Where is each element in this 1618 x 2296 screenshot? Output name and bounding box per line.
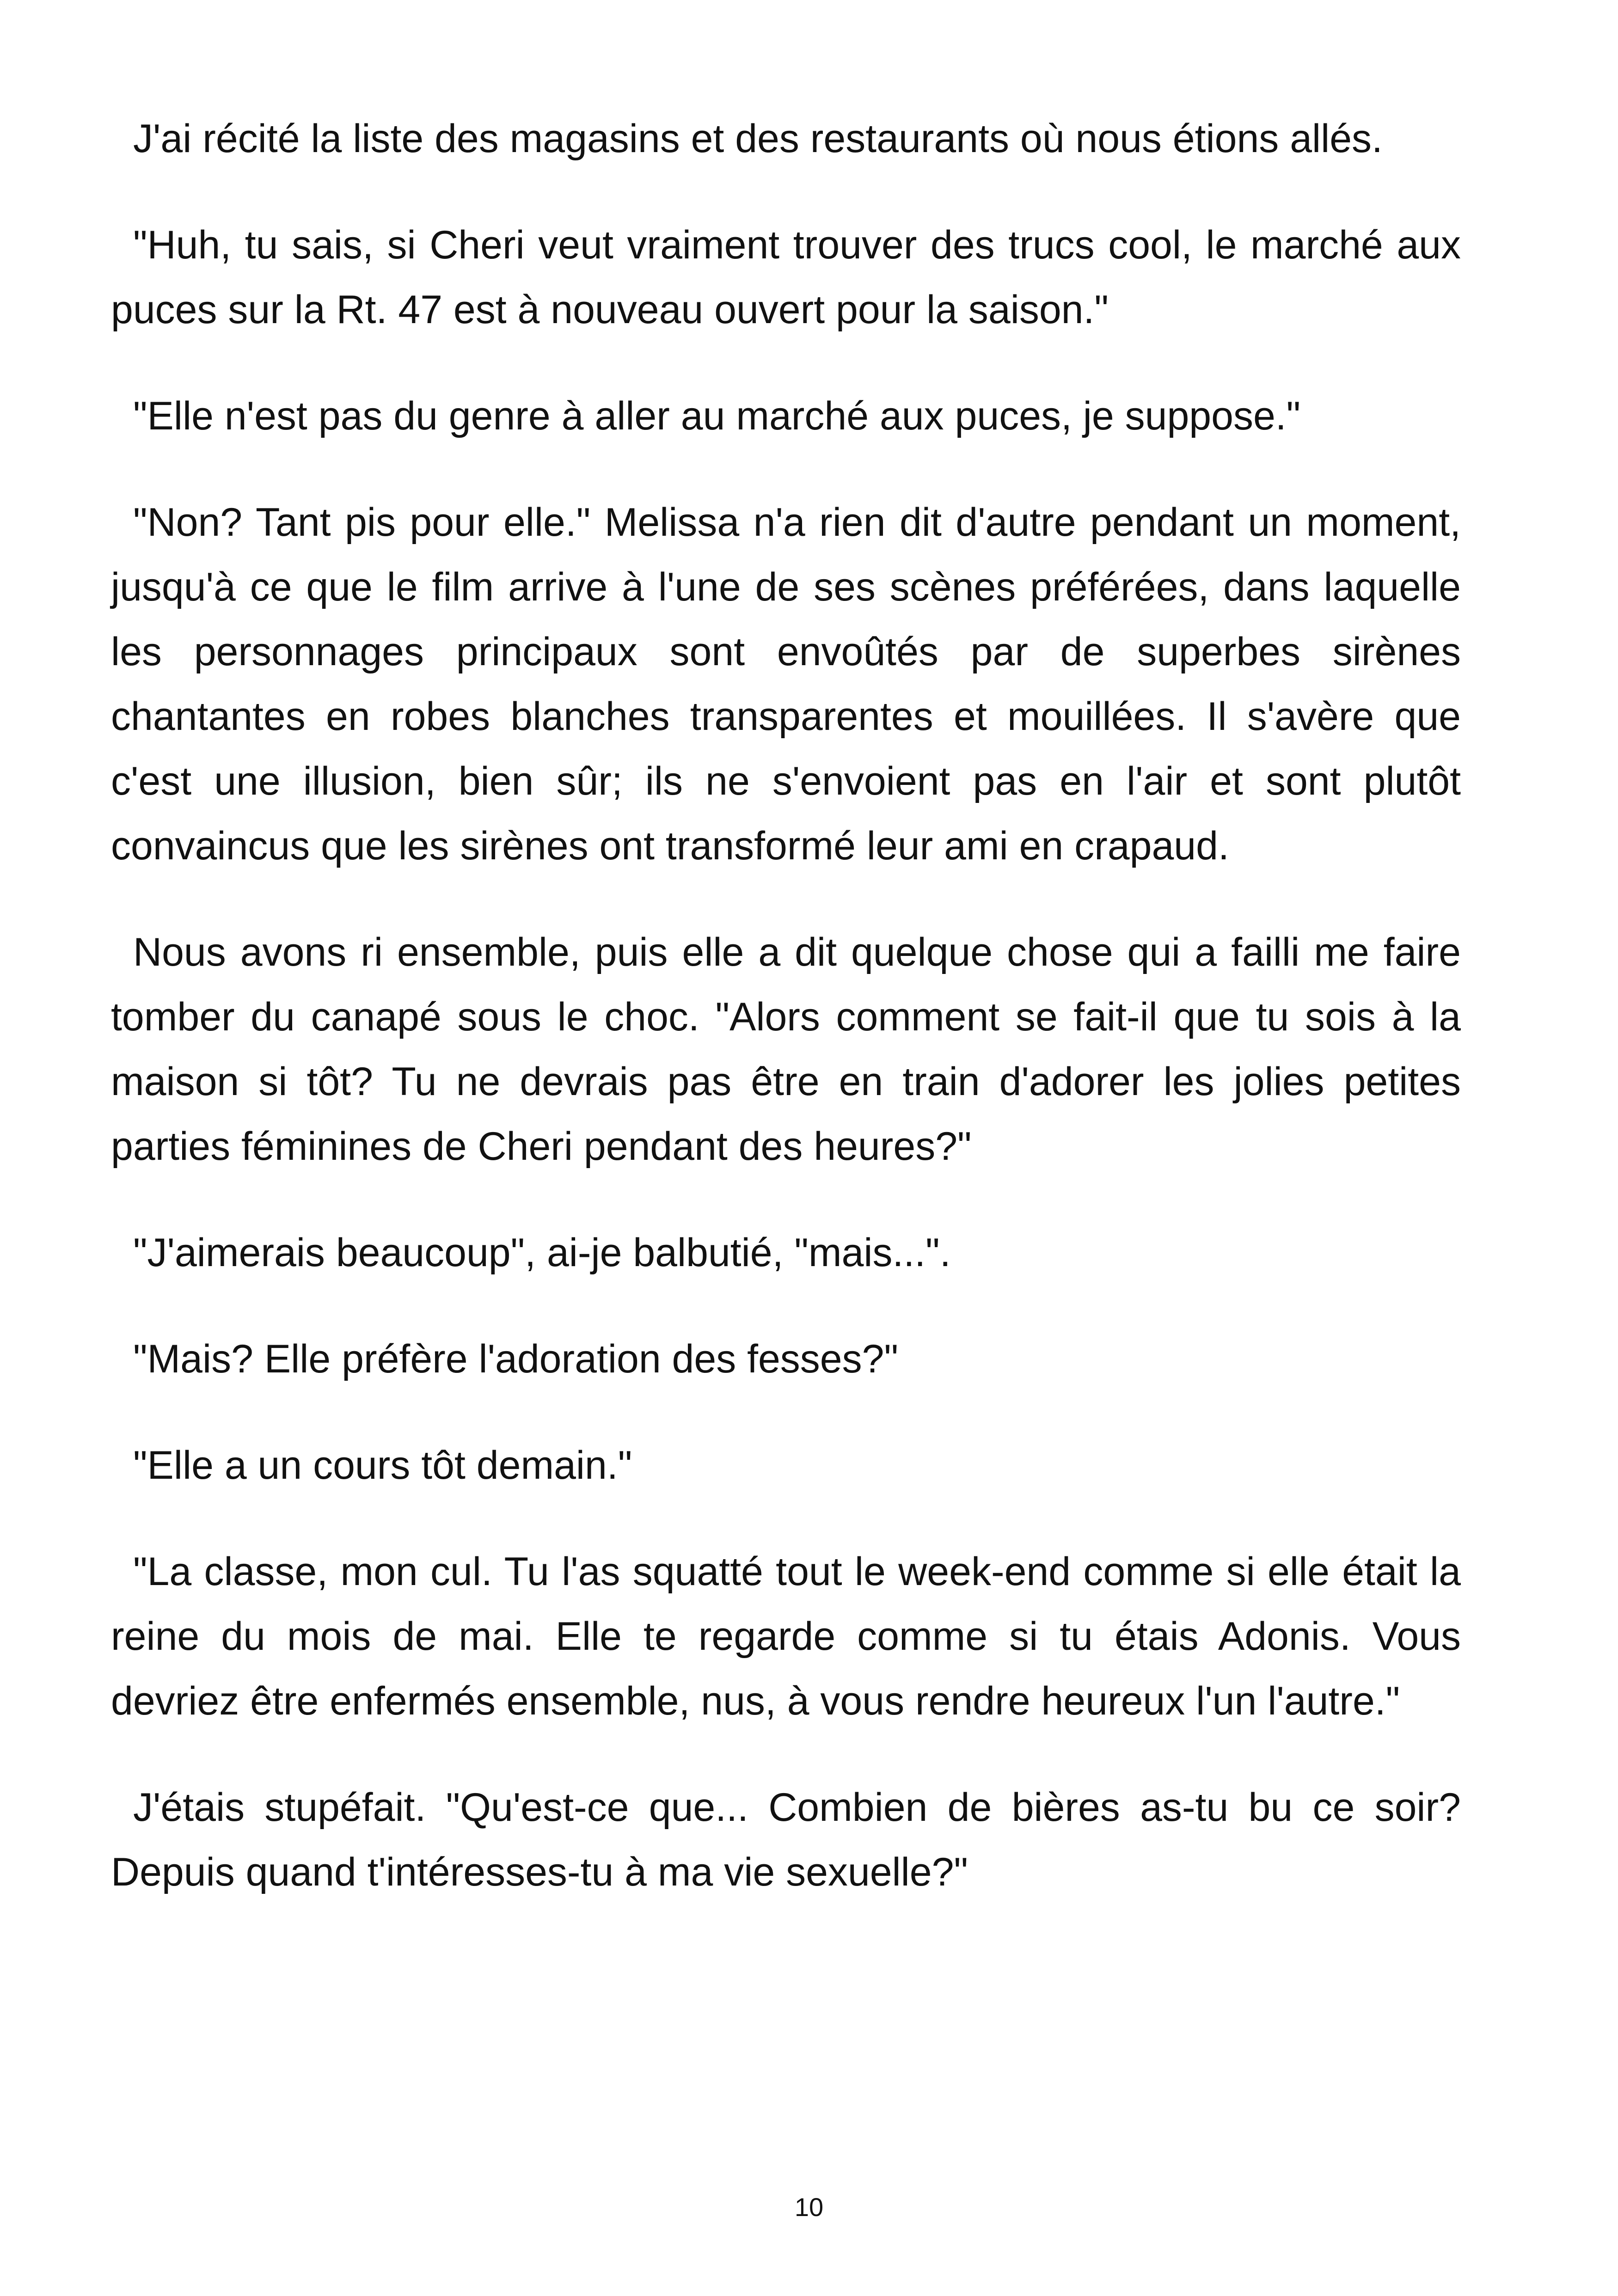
page-body-text [111,106,1461,1946]
paragraph: "Non? Tant pis pour elle." Melissa n'a rien dit d'autre pendant un moment, jusqu'à ce que le film arrive à l'une de ses scènes préférées, dans laquelle les personnages principaux sont envoûtés par de superbes sirènes chantantes en robes blanches transparentes et mouillées. Il s'avère que c'est une illusion, bien sûr; ils ne s'envoient pas en l'air et sont plutôt convaincus que les sirènes ont transformé leur ami en crapaud. [111,500,1461,868]
paragraph: "Huh, tu sais, si Cheri veut vraiment trouver des trucs cool, le marché aux puces sur la Rt. 47 est à nouveau ouvert pour la saison." [111,223,1461,332]
paragraph: "La classe, mon cul. Tu l'as squatté tout le week-end comme si elle était la reine du mois de mai. Elle te regarde comme si tu étais Adonis. Vous devriez être enfermés ensemble, nus, à vous rendre heureux l'un l'autre." [111,1549,1461,1723]
paragraph: "Mais? Elle préfère l'adoration des fesses?" [133,1337,898,1381]
paragraph: J'étais stupéfait. "Qu'est-ce que... Combien de bières as-tu bu ce soir? Depuis quand t'intéresses-tu à ma vie sexuelle?" [111,1785,1461,1894]
paragraph: "J'aimerais beaucoup", ai-je balbutié, "mais...". [133,1231,951,1275]
paragraph: "Elle n'est pas du genre à aller au marché aux puces, je suppose." [133,394,1301,438]
paragraph: J'ai récité la liste des magasins et des restaurants où nous étions allés. [133,116,1383,161]
paragraph: Nous avons ri ensemble, puis elle a dit quelque chose qui a failli me faire tomber du canapé sous le choc. "Alors comment se fait-il que tu sois à la maison si tôt? Tu ne devrais pas être en train d'adorer les jolies petites parties féminines de Cheri pendant des heures?" [111,930,1461,1169]
paragraph: "Elle a un cours tôt demain." [133,1443,632,1488]
page-number: 10 [794,2192,824,2222]
